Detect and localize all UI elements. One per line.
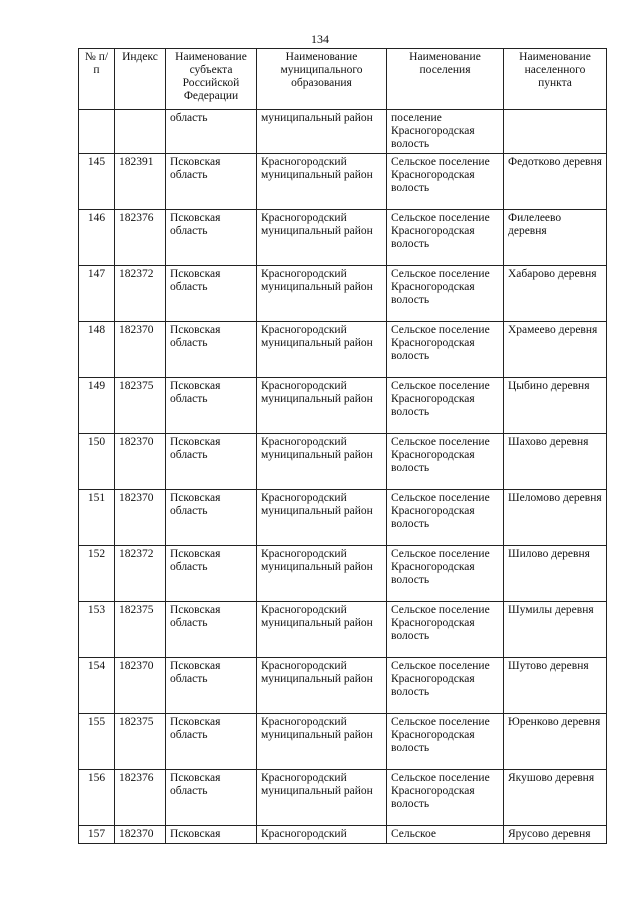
subject-cell: область	[166, 110, 257, 154]
row-num-cell: 146	[79, 210, 115, 266]
header-municipality: Наименование муниципального образования	[257, 49, 387, 110]
table-row	[79, 210, 607, 266]
settlement-cell: Сельское поселение Красногородская волость	[387, 546, 504, 602]
row-num-cell: 157	[79, 826, 115, 844]
subject-cell: Псковская область	[166, 490, 257, 546]
table-row	[79, 826, 607, 844]
locality-cell: Храмеево деревня	[504, 322, 607, 378]
locality-cell: Федотково деревня	[504, 154, 607, 210]
locality-cell	[504, 110, 607, 154]
municipality-cell: Красногородский муниципальный район	[257, 546, 387, 602]
settlement-cell: Сельское поселение Красногородская волость	[387, 658, 504, 714]
locality-cell: Шутово деревня	[504, 658, 607, 714]
postal-index-cell: 182372	[115, 546, 166, 602]
row-num-cell: 156	[79, 770, 115, 826]
subject-cell: Псковская область	[166, 210, 257, 266]
municipality-cell: муниципальный район	[257, 110, 387, 154]
municipality-cell: Красногородский муниципальный район	[257, 322, 387, 378]
subject-cell: Псковская область	[166, 602, 257, 658]
row-num-cell: 154	[79, 658, 115, 714]
postal-index-cell: 182370	[115, 658, 166, 714]
locality-cell: Шеломово деревня	[504, 490, 607, 546]
row-num-cell: 147	[79, 266, 115, 322]
settlement-cell: Сельское поселение Красногородская волость	[387, 266, 504, 322]
settlement-cell: Сельское поселение Красногородская волость	[387, 210, 504, 266]
table-row	[79, 770, 607, 826]
subject-cell: Псковская область	[166, 658, 257, 714]
row-num-cell: 149	[79, 378, 115, 434]
settlement-cell: Сельское поселение Красногородская волость	[387, 770, 504, 826]
postal-index-cell: 182376	[115, 210, 166, 266]
subject-cell: Псковская область	[166, 770, 257, 826]
row-num-cell: 148	[79, 322, 115, 378]
settlement-cell: Сельское поселение Красногородская волость	[387, 322, 504, 378]
table-row	[79, 434, 607, 490]
table-header-row	[79, 49, 607, 110]
subject-cell: Псковская область	[166, 434, 257, 490]
municipality-cell: Красногородский муниципальный район	[257, 602, 387, 658]
subject-cell: Псковская область	[166, 266, 257, 322]
postal-index-cell: 182375	[115, 378, 166, 434]
header-num: № п/п	[79, 49, 115, 110]
postal-index-cell: 182372	[115, 266, 166, 322]
postal-index-cell: 182370	[115, 322, 166, 378]
row-num-cell: 153	[79, 602, 115, 658]
subject-cell: Псковская область	[166, 322, 257, 378]
postal-index-cell: 182375	[115, 602, 166, 658]
subject-cell: Псковская область	[166, 378, 257, 434]
table-row	[79, 110, 607, 154]
row-num-cell: 155	[79, 714, 115, 770]
subject-cell: Псковская область	[166, 546, 257, 602]
settlements-table	[78, 48, 607, 844]
table-row	[79, 154, 607, 210]
table-body	[79, 110, 607, 844]
municipality-cell: Красногородский муниципальный район	[257, 378, 387, 434]
settlement-cell: Сельское поселение Красногородская волость	[387, 602, 504, 658]
subject-cell: Псковская область	[166, 714, 257, 770]
settlement-cell: Сельское поселение Красногородская волость	[387, 434, 504, 490]
municipality-cell: Красногородский муниципальный район	[257, 434, 387, 490]
postal-index-cell: 182370	[115, 826, 166, 844]
postal-index-cell: 182370	[115, 490, 166, 546]
table-row	[79, 546, 607, 602]
locality-cell: Шумилы деревня	[504, 602, 607, 658]
locality-cell: Юренково деревня	[504, 714, 607, 770]
table-row	[79, 602, 607, 658]
header-settlement: Наименование поселения	[387, 49, 504, 110]
locality-cell: Ярусово деревня	[504, 826, 607, 844]
row-num-cell: 151	[79, 490, 115, 546]
municipality-cell: Красногородский муниципальный район	[257, 714, 387, 770]
municipality-cell: Красногородский муниципальный район	[257, 490, 387, 546]
locality-cell: Якушово деревня	[504, 770, 607, 826]
municipality-cell: Красногородский муниципальный район	[257, 266, 387, 322]
settlement-cell: Сельское поселение Красногородская волость	[387, 378, 504, 434]
locality-cell: Хабарово деревня	[504, 266, 607, 322]
page-number: 134	[311, 32, 329, 46]
row-num-cell	[79, 110, 115, 154]
locality-cell: Шилово деревня	[504, 546, 607, 602]
settlement-cell: Сельское	[387, 826, 504, 844]
row-num-cell: 150	[79, 434, 115, 490]
municipality-cell: Красногородский муниципальный район	[257, 658, 387, 714]
municipality-cell: Красногородский муниципальный район	[257, 770, 387, 826]
table-row	[79, 322, 607, 378]
header-locality: Наименование населенного пункта	[504, 49, 607, 110]
postal-index-cell: 182376	[115, 770, 166, 826]
subject-cell: Псковская область	[166, 154, 257, 210]
table-row	[79, 658, 607, 714]
locality-cell: Шахово деревня	[504, 434, 607, 490]
municipality-cell: Красногородский	[257, 826, 387, 844]
postal-index-cell	[115, 110, 166, 154]
locality-cell: Филелеево деревня	[504, 210, 607, 266]
municipality-cell: Красногородский муниципальный район	[257, 154, 387, 210]
postal-index-cell: 182375	[115, 714, 166, 770]
postal-index-cell: 182391	[115, 154, 166, 210]
table-row	[79, 266, 607, 322]
row-num-cell: 145	[79, 154, 115, 210]
settlement-cell: Сельское поселение Красногородская волость	[387, 490, 504, 546]
locality-cell: Цыбино деревня	[504, 378, 607, 434]
settlement-cell: поселение Красногородская волость	[387, 110, 504, 154]
settlement-cell: Сельское поселение Красногородская волость	[387, 154, 504, 210]
postal-index-cell: 182370	[115, 434, 166, 490]
header-subject: Наименование субъекта Российской Федерации	[166, 49, 257, 110]
settlement-cell: Сельское поселение Красногородская волость	[387, 714, 504, 770]
header-index: Индекс	[115, 49, 166, 110]
table-row	[79, 714, 607, 770]
subject-cell: Псковская	[166, 826, 257, 844]
table-row	[79, 490, 607, 546]
table-row	[79, 378, 607, 434]
municipality-cell: Красногородский муниципальный район	[257, 210, 387, 266]
row-num-cell: 152	[79, 546, 115, 602]
